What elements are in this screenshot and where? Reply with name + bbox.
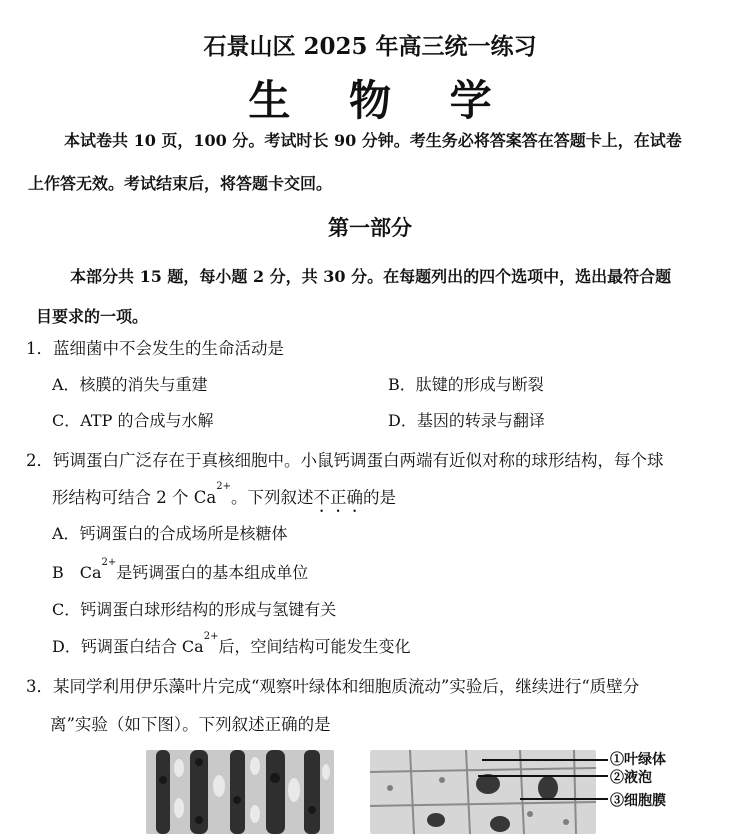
figure-label-cell-membrane: ③细胞膜: [610, 793, 666, 809]
question-2-option-c: C．钙调蛋白球形结构的形成与氢键有关: [52, 600, 337, 619]
subject-title: 生 物 学: [248, 76, 514, 125]
instructions-line-1: 本试卷共 10 页，100 分。考试时长 90 分钟。考生务必将答案答在答题卡上，在试卷: [64, 131, 682, 150]
question-1-stem: 1．蓝细菌中不会发生的生命活动是: [26, 339, 284, 358]
question-2-option-a: A．钙调蛋白的合成场所是核糖体: [52, 524, 288, 543]
question-1-option-b: B．肽键的形成与断裂: [388, 375, 544, 394]
question-3-stem-line-1: 3．某同学利用伊乐藻叶片完成“观察叶绿体和细胞质流动”实验后，继续进行“质壁分: [26, 677, 640, 696]
question-2-stem-line-2: [52, 481, 396, 516]
exam-title: 石景山区 2025 年高三统一练习: [203, 33, 537, 60]
question-1-option-c: C．ATP 的合成与水解: [52, 411, 214, 430]
question-1-option-a: A．核膜的消失与重建: [52, 375, 208, 394]
leader-line-1: [482, 759, 608, 761]
question-2-option-d: [52, 631, 411, 657]
option-b-prefix: B Ca: [52, 563, 102, 582]
question-1-option-d: D．基因的转录与翻译: [388, 411, 545, 430]
question-2-option-b: [52, 557, 309, 583]
section-heading: 第一部分: [328, 215, 412, 240]
superscript: 2+: [101, 557, 117, 568]
option-d-text: 后，空间结构可能发生变化: [218, 637, 411, 656]
superscript: 2+: [203, 631, 219, 642]
question-2-stem-text: 形结构可结合 2 个 Ca: [52, 488, 217, 507]
question-2-stem-line-1: 2．钙调蛋白广泛存在于真核细胞中。小鼠钙调蛋白两端有近似对称的球形结构，每个球: [26, 451, 664, 470]
question-2-stem-text-3: 的是: [362, 488, 396, 507]
question-2-stem-text-2: 。下列叙述: [230, 488, 314, 507]
part-intro-line-1: 本部分共 15 题，每小题 2 分，共 30 分。在每题列出的四个选项中，选出最符合题: [70, 267, 672, 286]
micrograph-left: [146, 750, 334, 834]
superscript: 2+: [216, 481, 231, 492]
option-d-prefix: D．钙调蛋白结合 Ca: [52, 637, 204, 656]
question-3-stem-line-2: 离”实验（如下图）。下列叙述正确的是: [50, 715, 331, 734]
leader-line-3: [520, 798, 608, 800]
leader-line-2: [478, 775, 608, 777]
figure-label-chloroplast: ①叶绿体: [610, 752, 666, 768]
emphasis-negation: 不正确: [313, 488, 363, 507]
part-intro-line-2: 目要求的一项。: [36, 307, 149, 326]
option-b-text: 是钙调蛋白的基本组成单位: [116, 563, 309, 582]
micrograph-right: [370, 750, 596, 834]
figure-label-vacuole: ②液泡: [610, 770, 652, 786]
instructions-line-2: 上作答无效。考试结束后，将答题卡交回。: [28, 174, 333, 193]
